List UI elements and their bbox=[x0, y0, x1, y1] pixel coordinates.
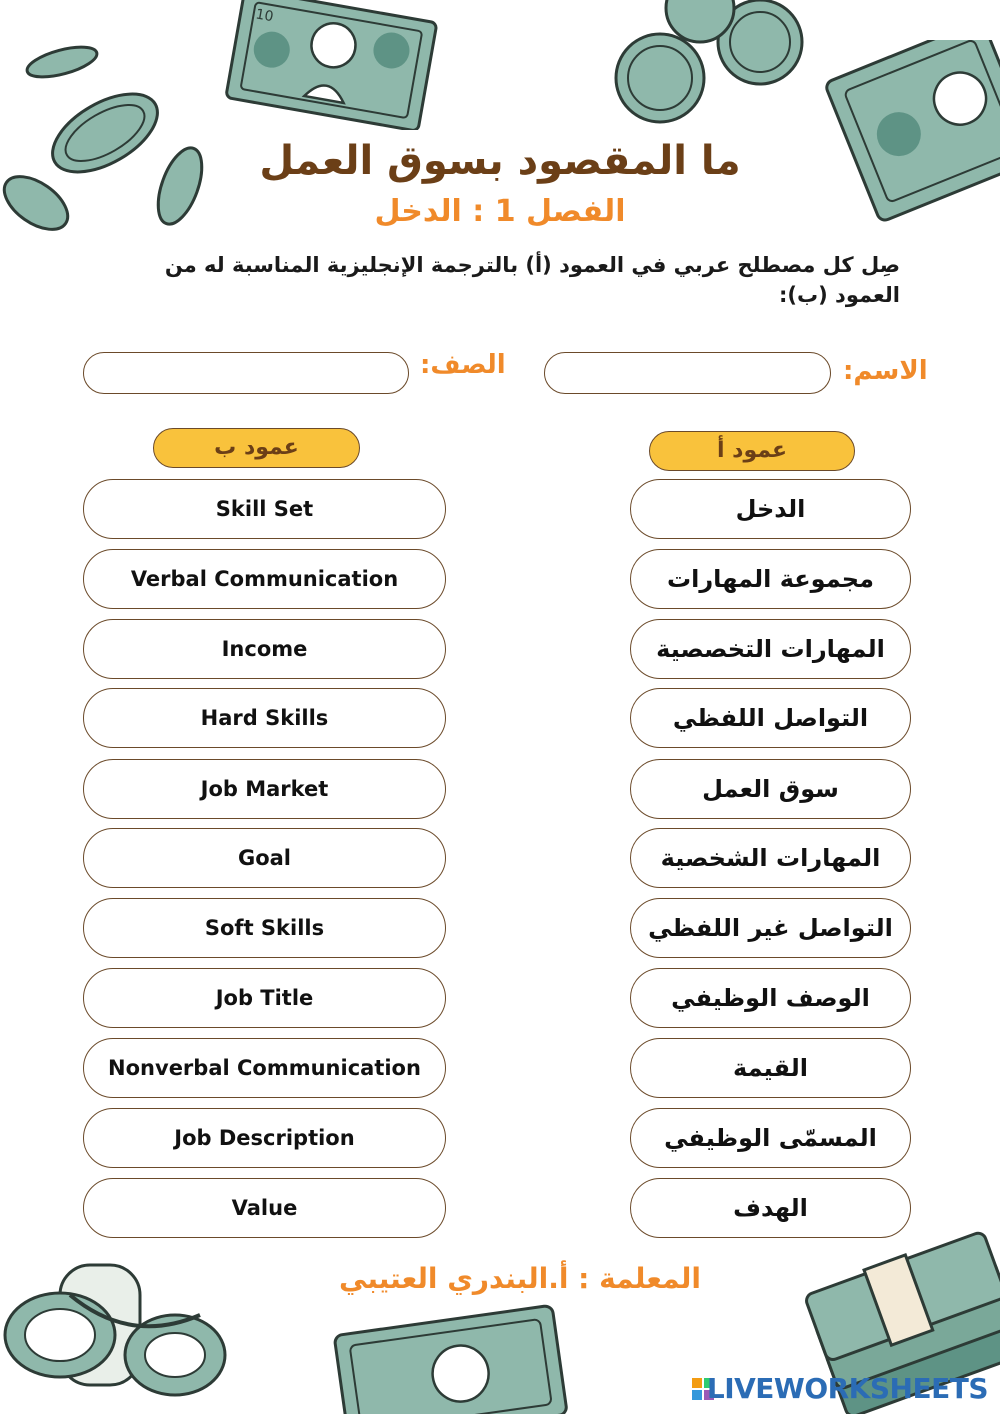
column-b-item[interactable]: Goal bbox=[83, 828, 446, 888]
column-b-item[interactable]: Hard Skills bbox=[83, 688, 446, 748]
svg-text:10: 10 bbox=[254, 6, 275, 26]
column-b-item[interactable]: Verbal Communication bbox=[83, 549, 446, 609]
teacher-name: المعلمة : أ.البندري العتيبي bbox=[338, 1262, 701, 1295]
column-b-item[interactable]: Skill Set bbox=[83, 479, 446, 539]
column-b-item[interactable]: Job Title bbox=[83, 968, 446, 1028]
instructions-text: صِل كل مصطلح عربي في العمود (أ) بالترجمة الإنجليزية المناسبة له من العمود (ب): bbox=[164, 253, 900, 307]
column-b-item[interactable]: Job Market bbox=[83, 759, 446, 819]
column-a-item[interactable]: الهدف bbox=[630, 1178, 911, 1238]
column-a-item[interactable]: القيمة bbox=[630, 1038, 911, 1098]
class-input[interactable] bbox=[83, 352, 409, 394]
column-b-item[interactable]: Income bbox=[83, 619, 446, 679]
bottom-banknote-illustration bbox=[330, 1300, 570, 1414]
brand-logo-text[interactable]: LIVEWORKSHEETS bbox=[706, 1372, 988, 1405]
column-a-item[interactable]: سوق العمل bbox=[630, 759, 911, 819]
column-a-item[interactable]: التواصل اللفظي bbox=[630, 688, 911, 748]
column-b-item[interactable]: Soft Skills bbox=[83, 898, 446, 958]
name-label: الاسم: bbox=[843, 356, 928, 386]
column-b-item[interactable]: Nonverbal Communication bbox=[83, 1038, 446, 1098]
column-b-item[interactable]: Value bbox=[83, 1178, 446, 1238]
column-a-header: عمود أ bbox=[649, 431, 855, 471]
column-b-header: عمود ب bbox=[153, 428, 360, 468]
column-a-item[interactable]: المسمّى الوظيفي bbox=[630, 1108, 911, 1168]
chapter-subtitle: الفصل 1 : الدخل bbox=[374, 194, 626, 229]
name-input[interactable] bbox=[544, 352, 831, 394]
banknote-illustration bbox=[218, 0, 443, 130]
column-a-item[interactable]: مجموعة المهارات bbox=[630, 549, 911, 609]
rolled-money-illustration bbox=[0, 1255, 240, 1414]
class-label: الصف: bbox=[420, 350, 506, 380]
column-a-item[interactable]: التواصل غير اللفظي bbox=[630, 898, 911, 958]
page-title: ما المقصود بسوق العمل bbox=[259, 138, 741, 184]
column-b-item[interactable]: Job Description bbox=[83, 1108, 446, 1168]
column-a-item[interactable]: الدخل bbox=[630, 479, 911, 539]
banknote-right-illustration bbox=[820, 40, 1000, 230]
coins-top-right bbox=[600, 0, 820, 130]
coins-top-left bbox=[0, 38, 210, 238]
column-a-item[interactable]: الوصف الوظيفي bbox=[630, 968, 911, 1028]
column-a-item[interactable]: المهارات التخصصية bbox=[630, 619, 911, 679]
column-a-item[interactable]: المهارات الشخصية bbox=[630, 828, 911, 888]
